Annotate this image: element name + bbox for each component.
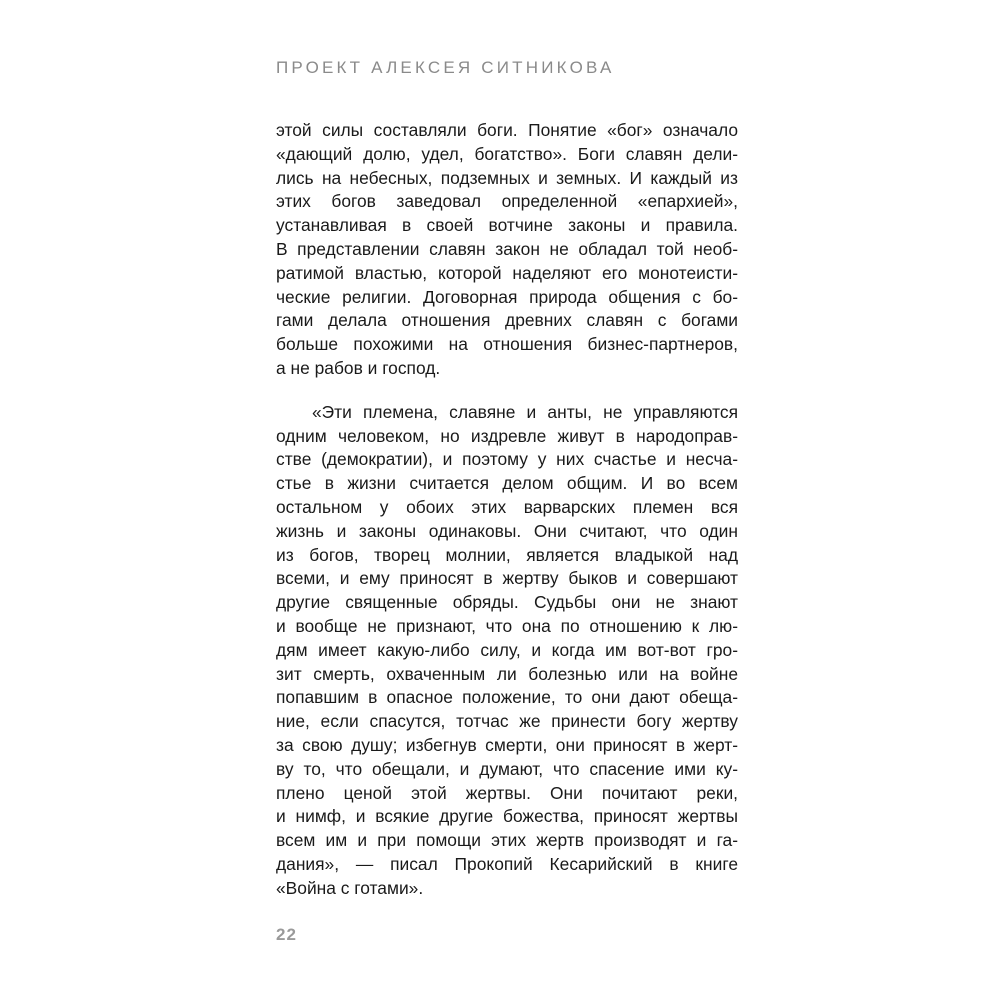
page-number: 22 [276,925,297,944]
text-line: зит смерть, охваченным ли болезнью или на войне [276,663,738,684]
paragraph-2-quote [276,401,738,901]
text-line: всем им и при помощи этих жертв производят и га- [276,830,738,851]
text-line: всеми, и ему приносят в жертву быков и совершают [276,568,738,589]
text-line: устанавливая в своей вотчине законы и правила. [276,215,738,236]
text-line: ву то, что обещали, и думают, что спасение ими ку- [276,758,738,779]
text-line: попавшим в опасное положение, то они дают обеща- [276,687,738,708]
text-line: плено ценой этой жертвы. Они почитают реки, [276,782,738,803]
text-line: стье в жизни считается делом общим. И во всем [276,473,738,494]
text-line: больше похожими на отношения бизнес-партнеров, [276,334,738,355]
text-line: гами делала отношения древних славян с богами [276,310,738,331]
text-line: дям имеет какую-либо силу, и когда им вот-вот гро- [276,639,738,660]
text-line: из богов, творец молнии, является владыкой над [276,544,738,565]
text-line: дания», — писал Прокопий Кесарийский в книге [276,853,738,874]
text-line: ческие религии. Договорная природа общения с бо- [276,286,738,307]
text-line: «дающий долю, удел, богатство». Боги славян дели- [276,143,738,164]
text-line: ратимой властью, которой наделяют его монотеисти- [276,262,738,283]
text-line: этих богов заведовал определенной «епархией», [276,191,738,212]
text-line: а не рабов и господ. [276,357,441,378]
text-line: другие священные обряды. Судьбы они не знают [276,592,738,613]
text-line: «Война с готами». [276,877,424,898]
text-line: жизнь и законы одинаковы. Они считают, что один [276,520,738,541]
text-line: за свою душу; избегнув смерти, они приносят в жерт- [276,734,738,755]
body-text [276,119,738,901]
text-line: одним человеком, но издревле живут в народоправ- [276,425,738,446]
text-line: остальном у обоих этих варварских племен вся [276,496,738,517]
text-line: этой силы составляли боги. Понятие «бог» означало [276,120,738,140]
text-line: стве (демократии), и поэтому у них счастье и несча- [276,449,738,470]
text-line: ние, если спасутся, тотчас же принести богу жертву [276,711,738,732]
text-line: В представлении славян закон не обладал той необ- [276,238,738,259]
text-line: и вообще не признают, что она по отношению к лю- [276,615,738,636]
text-line: «Эти племена, славяне и анты, не управляются [312,401,738,422]
text-line: лись на небесных, подземных и земных. И каждый из [276,167,738,188]
paragraph-1 [276,119,738,381]
running-header: ПРОЕКТ АЛЕКСЕЯ СИТНИКОВА [276,58,615,77]
text-line: и нимф, и всякие другие божества, приносят жертвы [276,806,738,827]
